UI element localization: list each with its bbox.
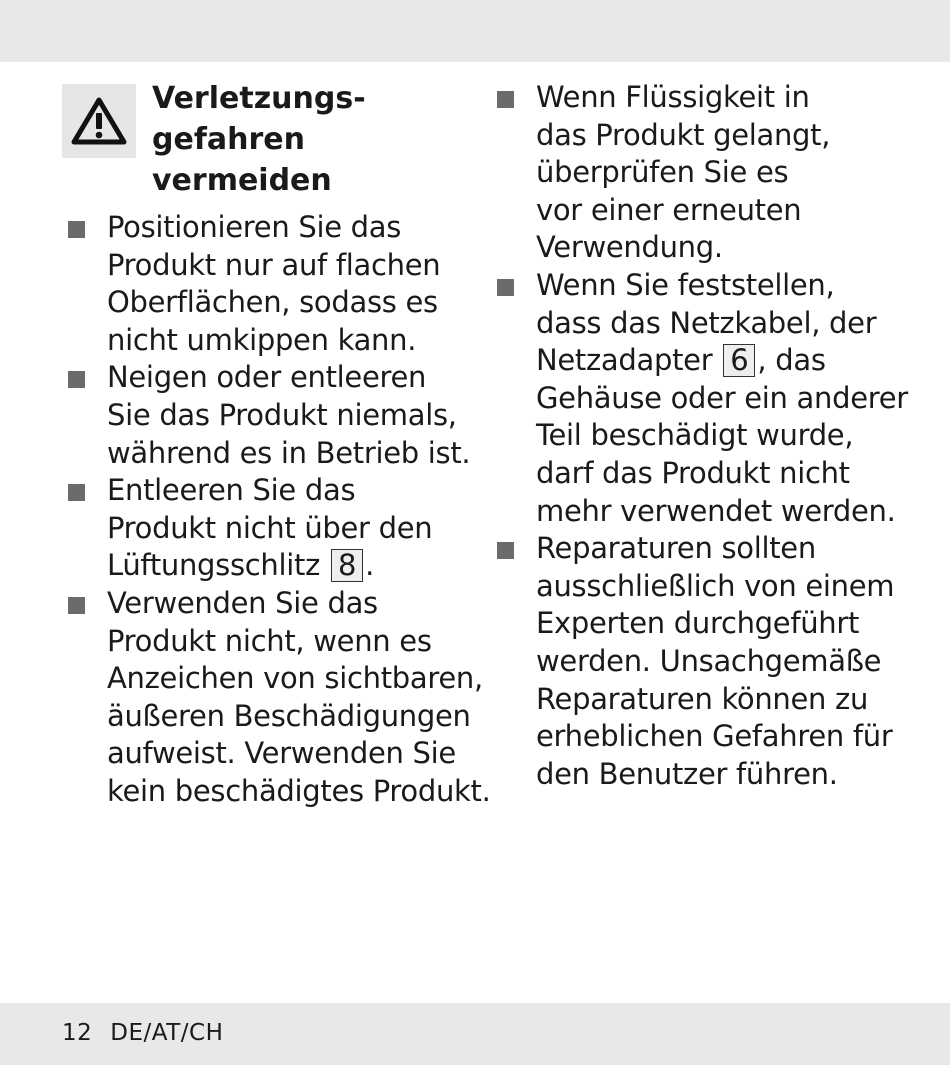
ref-before-text: Lüftungsschlitz	[107, 548, 321, 583]
ref-before-text: Netzadapter	[536, 343, 713, 378]
square-bullet-icon	[497, 542, 514, 559]
item-line: Reparaturen können zu	[536, 681, 869, 716]
item-line: Wenn Flüssigkeit in	[536, 80, 810, 114]
item-line: dass das Netzkabel, der	[536, 305, 877, 340]
ref-after-text: , das	[757, 343, 826, 378]
square-bullet-icon	[68, 597, 85, 614]
item-line: nicht umkippen kann.	[107, 322, 417, 357]
part-reference-box: 6	[723, 344, 755, 377]
warning-triangle-icon	[71, 96, 127, 146]
item-line: darf das Produkt nicht	[536, 455, 850, 490]
item-line: erheblichen Gefahren für	[536, 719, 893, 754]
region-label: DE/AT/CH	[110, 1020, 224, 1046]
list-item	[495, 79, 935, 267]
item-line-with-ref	[107, 547, 466, 585]
item-line: Produkt nur auf flachen	[107, 247, 441, 282]
item-line: Neigen oder entleeren	[107, 360, 427, 395]
heading-line: vermeiden	[152, 163, 332, 198]
item-line: Teil beschädigt wurde,	[536, 418, 854, 453]
section-heading	[152, 78, 366, 201]
square-bullet-icon	[497, 279, 514, 296]
item-line: Reparaturen sollten	[536, 531, 816, 566]
item-line: vor einer erneuten	[536, 192, 802, 227]
item-line: Anzeichen von sichtbaren,	[107, 661, 483, 696]
item-line: Experten durchgeführt	[536, 606, 860, 641]
item-line: den Benutzer führen.	[536, 756, 838, 791]
list-item	[495, 267, 935, 530]
item-line: Sie das Produkt niemals,	[107, 397, 457, 432]
item-line: Positionieren Sie das	[107, 210, 402, 244]
ref-after-text: .	[365, 548, 375, 583]
item-line: werden. Unsachgemäße	[536, 643, 882, 678]
list-item	[66, 209, 466, 359]
warning-box	[62, 84, 136, 158]
item-line: während es in Betrieb ist.	[107, 435, 471, 470]
item-line-with-ref	[536, 342, 935, 380]
list-item	[66, 359, 471, 472]
square-bullet-icon	[68, 221, 85, 238]
item-line: kein beschädigtes Produkt.	[107, 773, 491, 808]
item-line: ausschließlich von einem	[536, 568, 895, 603]
list-item	[495, 530, 935, 793]
left-column-list	[66, 209, 491, 811]
item-line: Oberflächen, sodass es	[107, 285, 438, 320]
square-bullet-icon	[497, 91, 514, 108]
page-number: 12	[62, 1020, 93, 1046]
item-line: Produkt nicht über den	[107, 510, 433, 545]
part-reference-box: 8	[331, 549, 363, 582]
item-line: mehr verwendet werden.	[536, 493, 896, 528]
item-line: überprüfen Sie es	[536, 155, 789, 190]
item-line: das Produkt gelangt,	[536, 117, 831, 152]
item-line: Gehäuse oder ein anderer	[536, 380, 908, 415]
list-item	[66, 585, 491, 811]
page-footer	[62, 1020, 223, 1046]
item-line: Entleeren Sie das	[107, 473, 356, 508]
heading-line: Verletzungs-	[152, 81, 366, 116]
header-band	[0, 0, 950, 62]
right-column-list	[495, 79, 935, 793]
item-line: Produkt nicht, wenn es	[107, 623, 432, 658]
list-item	[66, 472, 466, 585]
item-line: aufweist. Verwenden Sie	[107, 736, 456, 771]
item-line: äußeren Beschädigungen	[107, 698, 471, 733]
item-line: Verwenden Sie das	[107, 585, 378, 620]
square-bullet-icon	[68, 484, 85, 501]
item-line: Verwendung.	[536, 230, 723, 265]
item-line: Wenn Sie feststellen,	[536, 267, 835, 302]
square-bullet-icon	[68, 371, 85, 388]
heading-line: gefahren	[152, 122, 305, 157]
